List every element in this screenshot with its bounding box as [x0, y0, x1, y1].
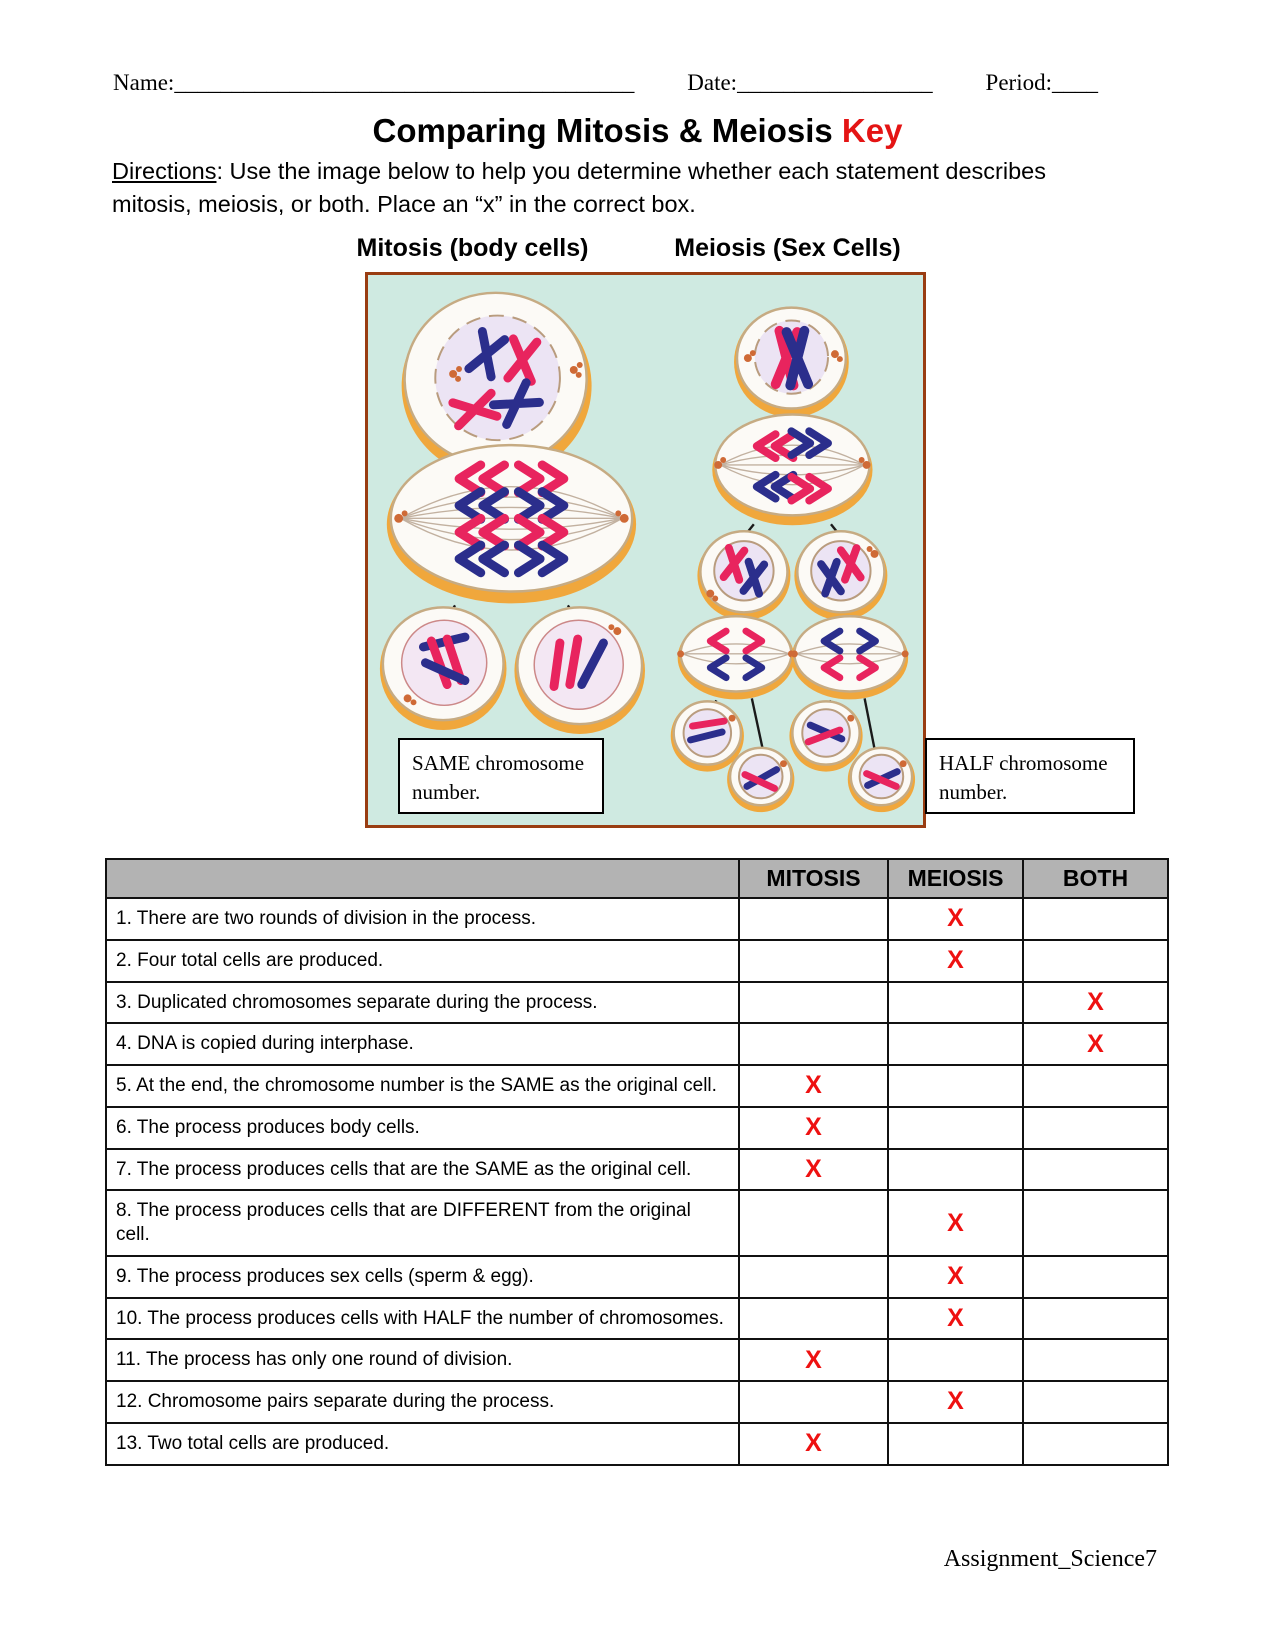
answer-cell-mitosis[interactable]	[739, 898, 888, 940]
answer-cell-meiosis[interactable]	[888, 1339, 1023, 1381]
answer-table	[105, 858, 1169, 1466]
table-row	[106, 1256, 1168, 1298]
answer-cell-mitosis[interactable]	[739, 1023, 888, 1065]
statement-cell: 4. DNA is copied during interphase.	[106, 1023, 739, 1065]
table-row	[106, 1423, 1168, 1465]
date-field	[687, 70, 932, 96]
statement-cell: 10. The process produces cells with HALF the number of chromosomes.	[106, 1298, 739, 1340]
statement-cell: 9. The process produces sex cells (sperm & egg).	[106, 1256, 739, 1298]
meiosis-final-cell-2	[727, 747, 794, 812]
answer-cell-both[interactable]	[1023, 1381, 1168, 1423]
meiosis-parent-cell	[734, 307, 849, 418]
statement-cell: 13. Two total cells are produced.	[106, 1423, 739, 1465]
meiosis-anaphase2-cell-left	[677, 616, 795, 699]
same-chromosome-caption: SAME chromosome number.	[398, 738, 604, 814]
answer-cell-mitosis[interactable]	[739, 1381, 888, 1423]
answer-cell-mitosis[interactable]	[739, 1190, 888, 1256]
page-title-key: Key	[841, 112, 903, 149]
meiosis-column-heading: Meiosis (Sex Cells)	[674, 234, 901, 262]
page-title-main: Comparing Mitosis & Meiosis	[372, 112, 833, 149]
directions-text: : Use the image below to help you determine whether each statement describes mitosis, meiosis, or both. Place an “x” in the correct box.	[112, 158, 1046, 218]
table-row	[106, 1149, 1168, 1191]
answer-cell-meiosis[interactable]: X	[888, 1298, 1023, 1340]
answer-cell-meiosis[interactable]: X	[888, 898, 1023, 940]
meiosis-final-cell-4	[848, 747, 915, 812]
name-blank-line[interactable]: ________________________________________	[174, 70, 635, 95]
meiosis-anaphase2-cell-right	[791, 616, 909, 699]
answer-cell-both[interactable]: X	[1023, 982, 1168, 1024]
table-row	[106, 1065, 1168, 1107]
meiosis-final-cell-3	[789, 700, 862, 771]
table-row	[106, 1023, 1168, 1065]
statement-cell: 1. There are two rounds of division in the process.	[106, 898, 739, 940]
table-row	[106, 940, 1168, 982]
answer-cell-mitosis[interactable]: X	[739, 1107, 888, 1149]
period-label: Period:	[985, 70, 1052, 95]
name-field	[113, 70, 634, 96]
date-label: Date:	[687, 70, 738, 95]
answer-cell-meiosis[interactable]	[888, 1065, 1023, 1107]
statement-cell: 11. The process has only one round of division.	[106, 1339, 739, 1381]
answer-cell-meiosis[interactable]	[888, 982, 1023, 1024]
answer-cell-meiosis[interactable]: X	[888, 940, 1023, 982]
mitosis-daughter-cell-left	[380, 607, 507, 730]
table-row	[106, 982, 1168, 1024]
name-label: Name:	[113, 70, 175, 95]
half-chromosome-caption: HALF chromosome number.	[925, 738, 1135, 814]
answer-cell-meiosis[interactable]	[888, 1107, 1023, 1149]
answer-cell-both[interactable]: X	[1023, 1023, 1168, 1065]
answer-cell-mitosis[interactable]	[739, 1256, 888, 1298]
statement-cell: 8. The process produces cells that are DIFFERENT from the original cell.	[106, 1190, 739, 1256]
answer-cell-both[interactable]	[1023, 1107, 1168, 1149]
table-row	[106, 1339, 1168, 1381]
statement-cell: 5. At the end, the chromosome number is the SAME as the original cell.	[106, 1065, 739, 1107]
mitosis-daughter-cell-right	[514, 607, 645, 734]
table-row	[106, 1298, 1168, 1340]
statement-column-header	[106, 859, 739, 898]
meiosis1-daughter-cell-left	[697, 531, 790, 620]
answer-cell-mitosis[interactable]: X	[739, 1065, 888, 1107]
page-title	[0, 112, 1275, 150]
answer-cell-both[interactable]	[1023, 940, 1168, 982]
statement-cell: 2. Four total cells are produced.	[106, 940, 739, 982]
answer-cell-mitosis[interactable]: X	[739, 1339, 888, 1381]
table-row	[106, 1381, 1168, 1423]
statement-cell: 3. Duplicated chromosomes separate during the process.	[106, 982, 739, 1024]
directions-label: Directions	[112, 158, 217, 184]
answer-cell-both[interactable]	[1023, 1149, 1168, 1191]
statement-cell: 6. The process produces body cells.	[106, 1107, 739, 1149]
answer-cell-both[interactable]	[1023, 1298, 1168, 1340]
meiosis1-daughter-cell-right	[794, 531, 887, 620]
answer-cell-meiosis[interactable]	[888, 1149, 1023, 1191]
answer-cell-both[interactable]	[1023, 1065, 1168, 1107]
column-header-meiosis: MEIOSIS	[888, 859, 1023, 898]
table-row	[106, 898, 1168, 940]
answer-cell-both[interactable]	[1023, 1256, 1168, 1298]
answer-cell-meiosis[interactable]: X	[888, 1256, 1023, 1298]
answer-cell-meiosis[interactable]: X	[888, 1190, 1023, 1256]
period-field	[986, 70, 1098, 96]
mitosis-anaphase-cell	[387, 445, 636, 603]
table-row	[106, 1190, 1168, 1256]
diagram-section	[0, 228, 1275, 828]
answer-cell-mitosis[interactable]	[739, 982, 888, 1024]
table-header-row	[106, 859, 1168, 898]
answer-cell-both[interactable]	[1023, 898, 1168, 940]
column-header-both: BOTH	[1023, 859, 1168, 898]
date-blank-line[interactable]: _________________	[737, 70, 933, 95]
statement-cell: 12. Chromosome pairs separate during the process.	[106, 1381, 739, 1423]
statements-body	[106, 898, 1168, 1465]
column-header-mitosis: MITOSIS	[739, 859, 888, 898]
answer-cell-both[interactable]	[1023, 1190, 1168, 1256]
answer-cell-both[interactable]	[1023, 1339, 1168, 1381]
table-row	[106, 1107, 1168, 1149]
answer-cell-mitosis[interactable]: X	[739, 1149, 888, 1191]
meiosis-final-cell-1	[671, 700, 744, 771]
footer-assignment-label: Assignment_Science7	[943, 1546, 1157, 1572]
mitosis-column-heading: Mitosis (body cells)	[356, 234, 589, 262]
directions-paragraph	[112, 155, 1077, 222]
answer-cell-both[interactable]	[1023, 1423, 1168, 1465]
meiosis-anaphase1-cell	[712, 414, 872, 525]
answer-cell-meiosis[interactable]	[888, 1423, 1023, 1465]
answer-cell-meiosis[interactable]: X	[888, 1381, 1023, 1423]
period-blank-line[interactable]: ____	[1051, 70, 1098, 95]
answer-cell-mitosis[interactable]: X	[739, 1423, 888, 1465]
statement-cell: 7. The process produces cells that are the SAME as the original cell.	[106, 1149, 739, 1191]
answer-cell-mitosis[interactable]	[739, 940, 888, 982]
answer-cell-mitosis[interactable]	[739, 1298, 888, 1340]
header-fill-in-line	[113, 70, 1098, 96]
answer-cell-meiosis[interactable]	[888, 1023, 1023, 1065]
